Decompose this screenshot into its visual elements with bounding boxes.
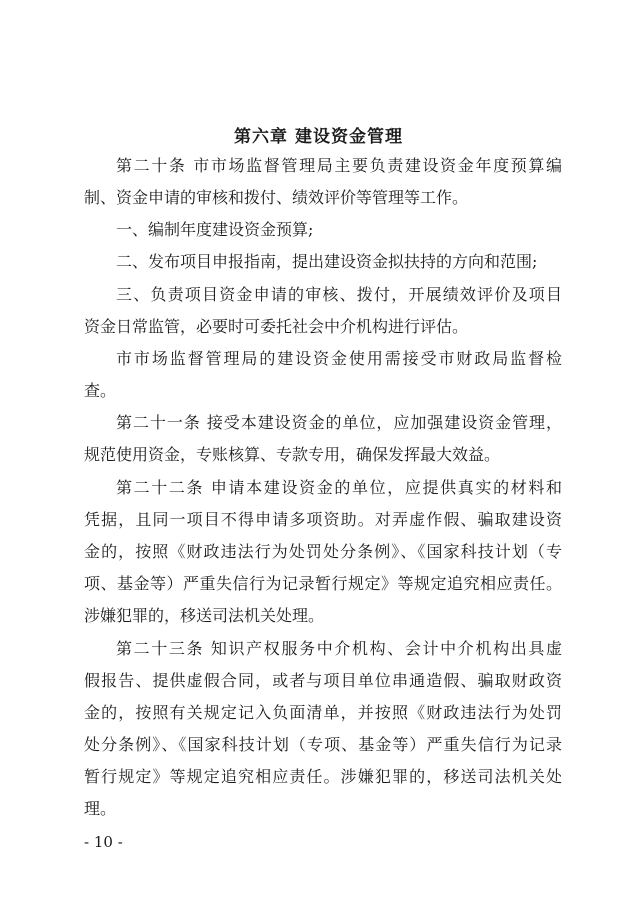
- text-line: 一、编制年度建设资金预算;: [116, 220, 314, 239]
- text-line: 假报告、提供虚假合同，或者与项目单位串通造假、骗取财政资: [84, 671, 562, 690]
- text-line: 第二十一条 接受本建设资金的单位，应加强建设资金管理，: [116, 413, 562, 432]
- text-line: 第二十二条 申请本建设资金的单位，应提供真实的材料和: [116, 478, 562, 497]
- text-line: 理。: [84, 799, 117, 818]
- text-line: 资金日常监管，必要时可委托社会中介机构进行评估。: [84, 317, 469, 336]
- chapter-title: 第六章 建设资金管理: [234, 127, 403, 147]
- text-line: 制、资金申请的审核和拨付、绩效评价等管理等工作。: [84, 188, 469, 207]
- text-line: 金的，按照有关规定记入负面清单，并按照《财政违法行为处罚: [84, 703, 562, 722]
- text-line: 凭据，且同一项目不得申请多项资助。对弄虚作假、骗取建设资: [84, 510, 562, 529]
- page-number: - 10 -: [84, 833, 123, 851]
- text-line: 第二十三条 知识产权服务中介机构、会计中介机构出具虚: [116, 639, 562, 658]
- text-line: 第二十条 市市场监督管理局主要负责建设资金年度预算编: [116, 156, 562, 175]
- text-line: 三、负责项目资金申请的审核、拨付，开展绩效评价及项目: [116, 285, 562, 304]
- text-line: 涉嫌犯罪的，移送司法机关处理。: [84, 606, 325, 625]
- text-line: 查。: [84, 381, 117, 400]
- text-line: 市市场监督管理局的建设资金使用需接受市财政局监督检: [116, 349, 562, 368]
- text-line: 暂行规定》等规定追究相应责任。涉嫌犯罪的，移送司法机关处: [84, 767, 562, 786]
- text-line: 项、基金等）严重失信行为记录暂行规定》等规定追究相应责任。: [84, 574, 562, 593]
- text-line: 规范使用资金，专账核算、专款专用，确保发挥最大效益。: [84, 445, 501, 464]
- text-line: 金的，按照《财政违法行为处罚处分条例》、《国家科技计划（专: [84, 542, 562, 561]
- text-line: 处分条例》、《国家科技计划（专项、基金等）严重失信行为记录: [84, 735, 562, 754]
- text-line: 二、发布项目申报指南，提出建设资金拟扶持的方向和范围;: [116, 252, 538, 271]
